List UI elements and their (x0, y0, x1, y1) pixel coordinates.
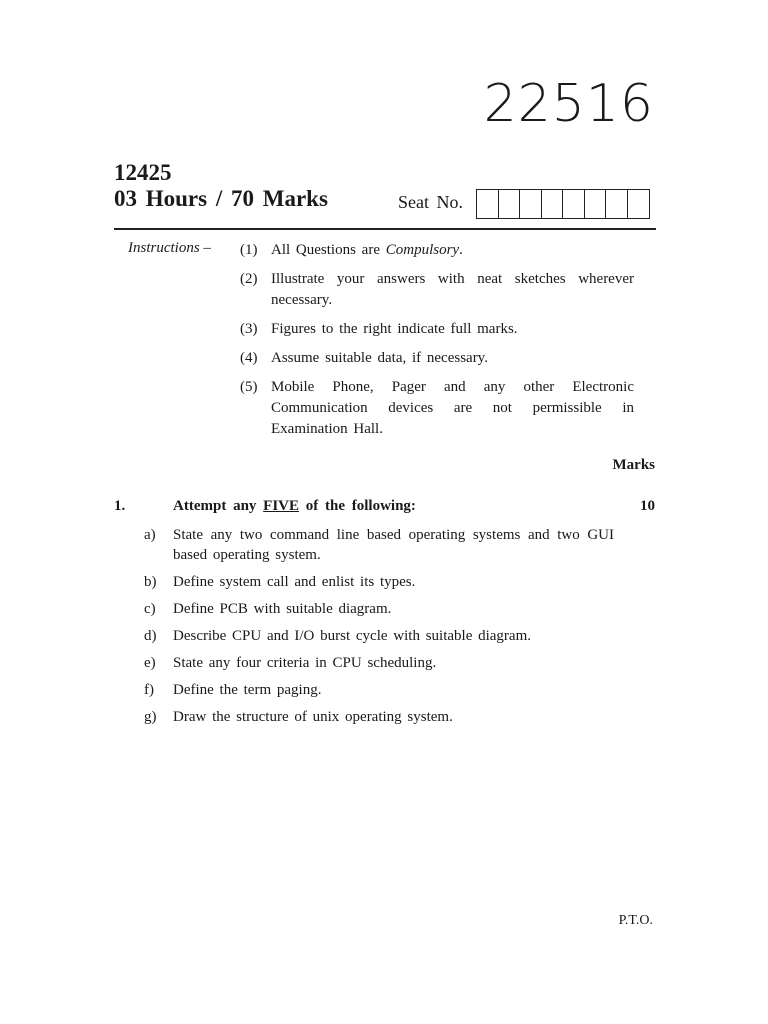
instruction-text: Figures to the right indicate full marks. (271, 321, 518, 337)
sub-question (144, 599, 614, 619)
instructions-list (240, 240, 634, 448)
instructions-title: Instructions – (128, 240, 211, 256)
instruction-item (240, 269, 634, 311)
sub-question-text: Draw the structure of unix operating system. (173, 709, 453, 725)
sub-question-label: e) (144, 655, 156, 671)
instruction-number: (5) (240, 379, 258, 395)
sub-question-label: f) (144, 682, 154, 698)
marks-column-heading: Marks (612, 457, 655, 473)
seat-number-box[interactable] (563, 190, 585, 218)
seat-number-box[interactable] (628, 190, 650, 218)
seat-number-box[interactable] (606, 190, 628, 218)
seat-number-box[interactable] (499, 190, 521, 218)
sub-question-text: Define PCB with suitable diagram. (173, 601, 392, 617)
instruction-emphasis: Compulsory (385, 242, 460, 258)
paper-code: 12425 (114, 160, 172, 185)
sub-question-text: State any two command line based operating systems and two GUI based operating system. (173, 527, 614, 563)
instruction-item (240, 348, 634, 369)
sub-question-label: c) (144, 601, 156, 617)
sub-question-text: Define system call and enlist its types. (173, 574, 416, 590)
question-marks: 10 (640, 498, 655, 514)
seat-number-label: Seat No. (398, 192, 463, 212)
seat-number-box[interactable] (477, 190, 499, 218)
sub-question-label: d) (144, 628, 157, 644)
instruction-text: Mobile Phone, Pager and any other Electronic Communication devices are not permissible in Examination Hall. (271, 379, 634, 437)
question-title-underlined: FIVE (263, 498, 299, 514)
instruction-item (240, 377, 634, 440)
instruction-number: (4) (240, 350, 258, 366)
header-divider (114, 228, 656, 230)
instruction-text: Illustrate your answers with neat sketches wherever necessary. (271, 271, 634, 308)
instruction-text-part: All Questions are (271, 242, 386, 258)
instruction-text-part: . (459, 242, 463, 258)
sub-question (144, 680, 614, 700)
sub-question-list (144, 525, 614, 734)
instruction-item (240, 240, 634, 261)
sub-question-text: Describe CPU and I/O burst cycle with suitable diagram. (173, 628, 531, 644)
sub-question (144, 626, 614, 646)
instruction-number: (3) (240, 321, 258, 337)
sub-question (144, 707, 614, 727)
instruction-number: (2) (240, 271, 258, 287)
seat-number-box[interactable] (520, 190, 542, 218)
question-title-part: Attempt any (173, 498, 264, 514)
question-title (173, 498, 416, 515)
question-number: 1. (114, 498, 126, 514)
page-turn-over-note: P.T.O. (618, 913, 653, 928)
sub-question (144, 653, 614, 673)
subject-code: 22516 (483, 74, 654, 134)
instruction-number: (1) (240, 242, 258, 258)
sub-question-label: g) (144, 709, 157, 725)
sub-question-label: a) (144, 527, 156, 543)
instruction-text (271, 240, 634, 261)
seat-number-box[interactable] (542, 190, 564, 218)
duration-marks: 03 Hours / 70 Marks (114, 186, 328, 211)
sub-question-text: Define the term paging. (173, 682, 322, 698)
seat-number-box[interactable] (585, 190, 607, 218)
seat-number-boxes (476, 189, 650, 219)
sub-question-text: State any four criteria in CPU scheduling. (173, 655, 437, 671)
question-title-part: of the following: (299, 498, 416, 514)
sub-question (144, 525, 614, 565)
instruction-item (240, 319, 634, 340)
instruction-text: Assume suitable data, if necessary. (271, 350, 488, 366)
sub-question-label: b) (144, 574, 157, 590)
sub-question (144, 572, 614, 592)
